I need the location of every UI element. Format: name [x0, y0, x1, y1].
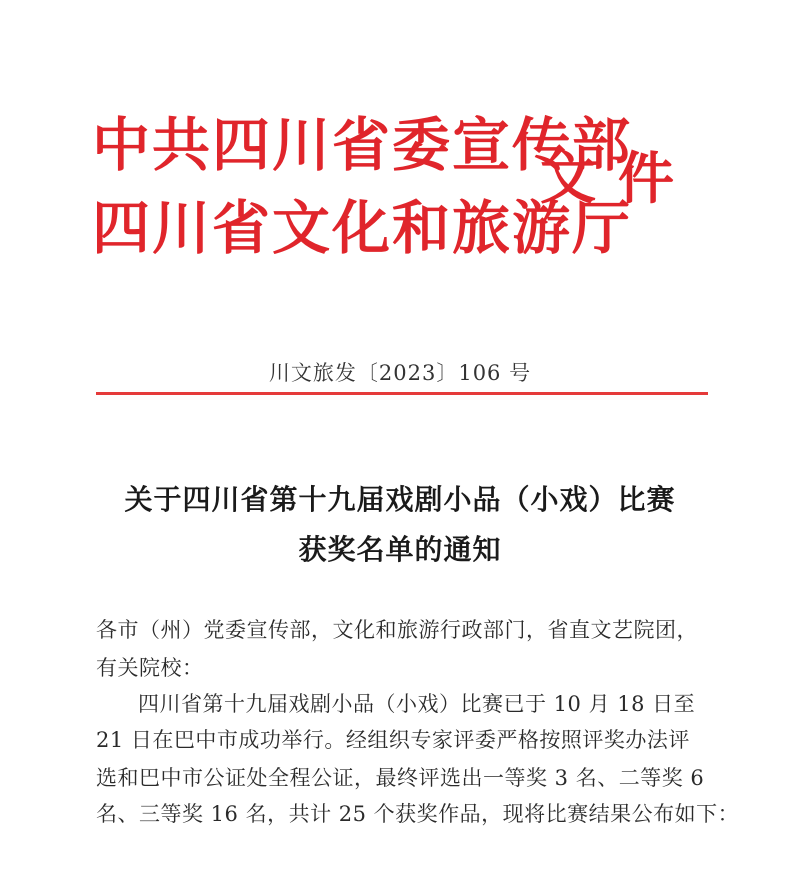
issuer-name-line-2: 四川省文化和旅游厅	[92, 194, 633, 262]
notice-title-line-2: 获奖名单的通知	[298, 533, 502, 566]
body-line: 21 日在巴中市成功举行。经组织专家评委严格按照评奖办法评	[96, 728, 690, 752]
body-line: 四川省第十九届戏剧小品（小戏）比赛已于 10 月 18 日至	[138, 692, 696, 716]
notice-title-line-1: 关于四川省第十九届戏剧小品（小戏）比赛	[124, 483, 676, 516]
document-number: 川文旅发〔2023〕106 号	[268, 361, 532, 385]
body-line: 有关院校：	[96, 656, 204, 680]
body-line: 名、三等奖 16 名，共计 25 个获奖作品，现将比赛结果公布如下：	[96, 802, 740, 826]
red-separator-rule	[96, 392, 708, 395]
document-label: 文件	[540, 147, 696, 212]
body-line: 各市（州）党委宣传部，文化和旅游行政部门，省直文艺院团，	[96, 618, 698, 642]
body-line: 选和巴中市公证处全程公证，最终评选出一等奖 3 名、二等奖 6	[96, 766, 705, 790]
issuer-name-line-1: 中共四川省委宣传部	[92, 111, 633, 179]
